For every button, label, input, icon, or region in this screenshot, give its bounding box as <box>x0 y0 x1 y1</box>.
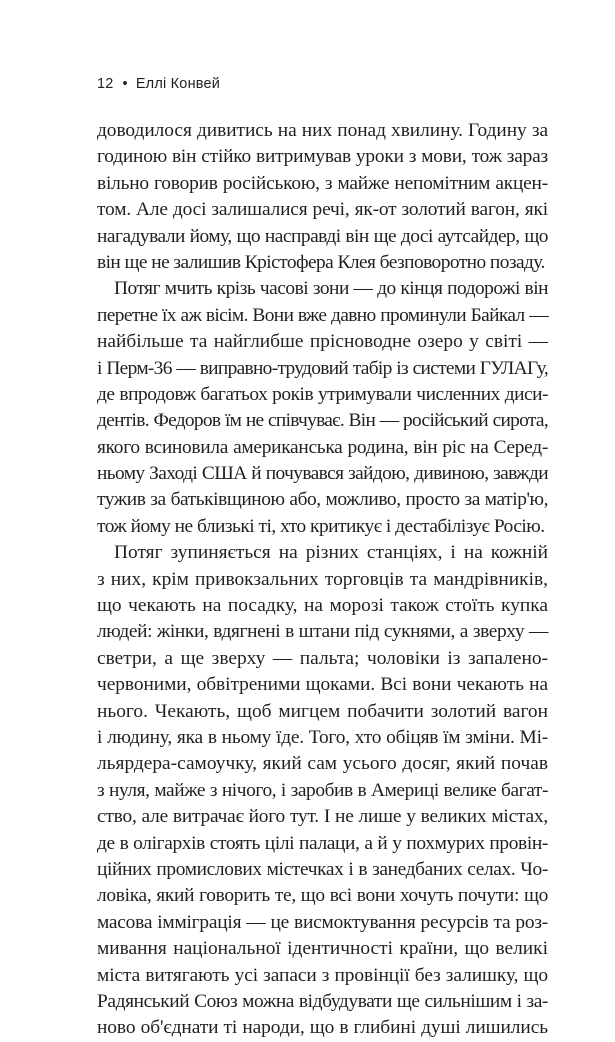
paragraph <box>97 540 548 1041</box>
text-line: ново об'єднати ті народи, що в глибині душі лишились <box>97 1017 548 1039</box>
page-number: 12 <box>97 76 114 92</box>
text-line: і Перм-36 — виправно-трудовий табір із системи ГУЛАГу, <box>97 357 548 379</box>
text-line: з них, крім привокзальних торговців та мандрівників, <box>97 568 548 590</box>
text-line: Потяг мчить крізь часові зони — до кінця подорожі він <box>114 278 548 300</box>
text-line: якого всиновила американська родина, він ріс на Серед- <box>97 436 548 458</box>
text-line: ловіка, який говорить те, що всі вони хочуть почути: що <box>97 885 548 907</box>
text-line: і людину, яка в ньому їде. Того, хто обіцяв їм зміни. Мі- <box>97 726 548 748</box>
text-line: вільно говорив російською, з майже непомітним акцен- <box>97 172 548 194</box>
text-line: нагадували йому, що насправді він ще досі аутсайдер, що <box>97 225 548 247</box>
running-header <box>97 76 220 92</box>
text-line: том. Але досі залишалися речі, як-от золотий вагон, які <box>97 199 548 221</box>
text-line: тож йому не близькі ті, хто критикує і дестабілізує Росію. <box>97 515 545 537</box>
text-line: міста витягають усі запаси з провінції без залишку, що <box>97 964 548 986</box>
text-line: що чекають на посадку, на морозі також стоїть купка <box>97 595 548 617</box>
text-line: червоними, обвітреними щоками. Всі вони чекають на <box>97 674 548 696</box>
header-author: Еллі Конвей <box>135 76 221 92</box>
text-line: светри, а ще зверху — пальта; чоловіки із запалено- <box>97 647 548 669</box>
text-line: ньому Заході США й почувався зайдою, дивиною, завжди <box>97 463 548 485</box>
text-line: дентів. Федоров їм не співчуває. Він — російський сирота, <box>97 410 548 432</box>
text-line: ство, але витрачає його тут. І не лише у великих містах, <box>97 806 548 828</box>
paragraph <box>97 118 548 276</box>
text-line: масова імміграція — це висмоктування ресурсів та роз- <box>97 911 548 933</box>
text-line: годиною він стійко витримував уроки з мови, тож зараз <box>97 146 548 168</box>
text-line: де в олігархів стоять цілі палаци, а й у похмурих провін- <box>97 832 548 854</box>
text-line: з нуля, майже з нічого, і заробив в Америці велике багат- <box>97 779 548 801</box>
text-line: ційних промислових містечках і в занедбаних селах. Чо- <box>97 858 548 880</box>
text-line: нього. Чекають, щоб мигцем побачити золотий вагон <box>97 700 548 722</box>
body-text <box>97 118 548 1042</box>
header-separator: • <box>122 76 128 92</box>
text-line: він ще не залишив Крістофера Клея безповоротно позаду. <box>97 251 545 273</box>
text-line: перетне їх аж вісім. Вони вже давно проминули Байкал — <box>97 304 548 326</box>
paragraph <box>97 276 548 540</box>
text-line: тужив за батьківщиною або, можливо, просто за матір'ю, <box>97 489 548 511</box>
text-line: Потяг зупиняється на різних станціях, і на кожній <box>114 542 548 564</box>
text-line: найбільше та найглибше прісноводне озеро у світі — <box>97 331 548 353</box>
text-line: де впродовж багатьох років утримували численних диси- <box>97 383 548 405</box>
text-line: людей: жінки, вдягнені в штани під сукнями, а зверху — <box>97 621 548 643</box>
text-line: доводилося дивитись на них понад хвилину. Годину за <box>97 120 548 141</box>
text-line: льярдера-самоучку, який сам усього досяг, який почав <box>97 753 548 775</box>
text-line: мивання національної ідентичності країни, що великі <box>97 938 548 960</box>
text-line: Радянський Союз можна відбудувати ще сильнішим і за- <box>97 990 548 1012</box>
